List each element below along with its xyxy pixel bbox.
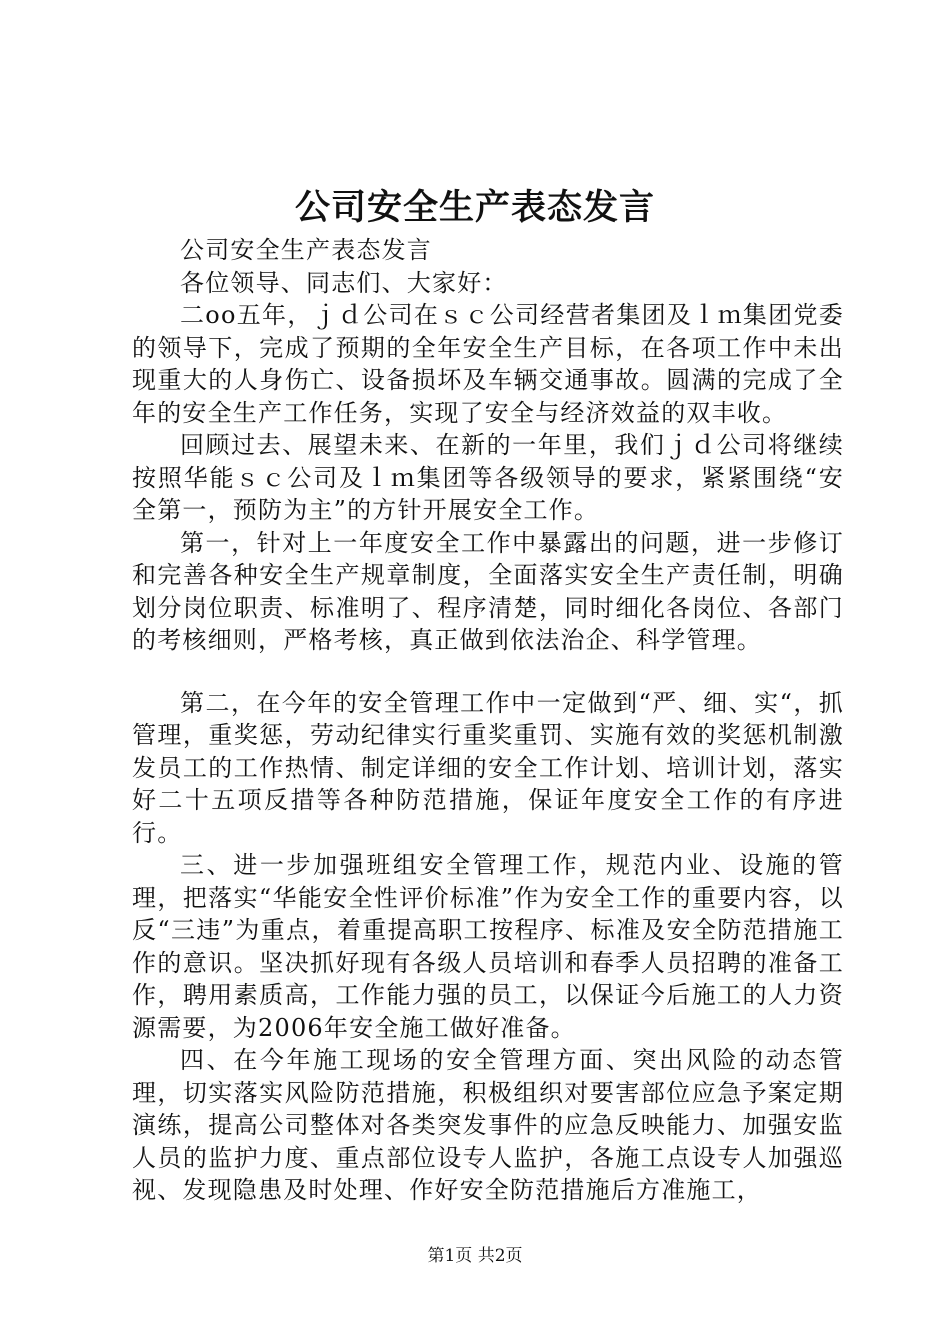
paragraph-point-1: 第一，针对上一年度安全工作中暴露出的问题，进一步修订和完善各种安全生产规章制度，全面落实安全生产责任制，明确划分岗位职责、标准明了、程序清楚，同时细化各岗位、各部门的考核细则，严格考核，真正做到依法治企、科学管理。 [132, 528, 844, 654]
paragraph-point-4: 四、在今年施工现场的安全管理方面、突出风险的动态管理，切实落实风险防范措施，积极组织对要害部位应急予案定期演练，提高公司整体对各类突发事件的应急反映能力、加强安监人员的监护力度、重点部位设专人监护，各施工点设专人加强巡视、发现隐患及时处理、作好安全防范措施后方准施工， [132, 1046, 844, 1204]
document-body [132, 234, 844, 1207]
document-title: 公司安全生产表态发言 [294, 187, 655, 228]
paragraph-summary: 二oo五年，ｊｄ公司在ｓｃ公司经营者集团及ｌｍ集团党委的领导下，完成了预期的全年安全生产目标，在各项工作中未出现重大的人身伤亡、设备损坏及车辆交通事故。圆满的完成了全年的安全生产工作任务，实现了安全与经济效益的双丰收。 [132, 301, 844, 427]
paragraph-greeting: 各位领导、同志们、大家好： [180, 268, 508, 297]
page-indicator: 第1页 共2页 [427, 1246, 523, 1266]
paragraph-outlook: 回顾过去、展望未来、在新的一年里，我们ｊｄ公司将继续按照华能ｓｃ公司及ｌｍ集团等各级领导的要求，紧紧围绕“安全第一，预防为主”的方针开展安全工作。 [132, 431, 844, 524]
paragraph-subtitle: 公司安全生产表态发言 [180, 236, 432, 264]
paragraph-point-3: 三、进一步加强班组安全管理工作，规范内业、设施的管理，把落实“华能安全性评价标准”作为安全工作的重要内容，以反“三违”为重点，着重提高职工按程序、标准及安全防范措施工作的意识。坚决抓好现有各级人员培训和春季人员招聘的准备工作，聘用素质高，工作能力强的员工，以保证今后施工的人力资源需要，为2006年安全施工做好准备。 [132, 851, 844, 1042]
paragraph-point-2: 第二，在今年的安全管理工作中一定做到“严、细、实“，抓管理，重奖惩，劳动纪律实行重奖重罚、实施有效的奖惩机制激发员工的工作热情、制定详细的安全工作计划、培训计划，落实好二十五项反措等各种防范措施，保证年度安全工作的有序进行。 [132, 688, 844, 847]
